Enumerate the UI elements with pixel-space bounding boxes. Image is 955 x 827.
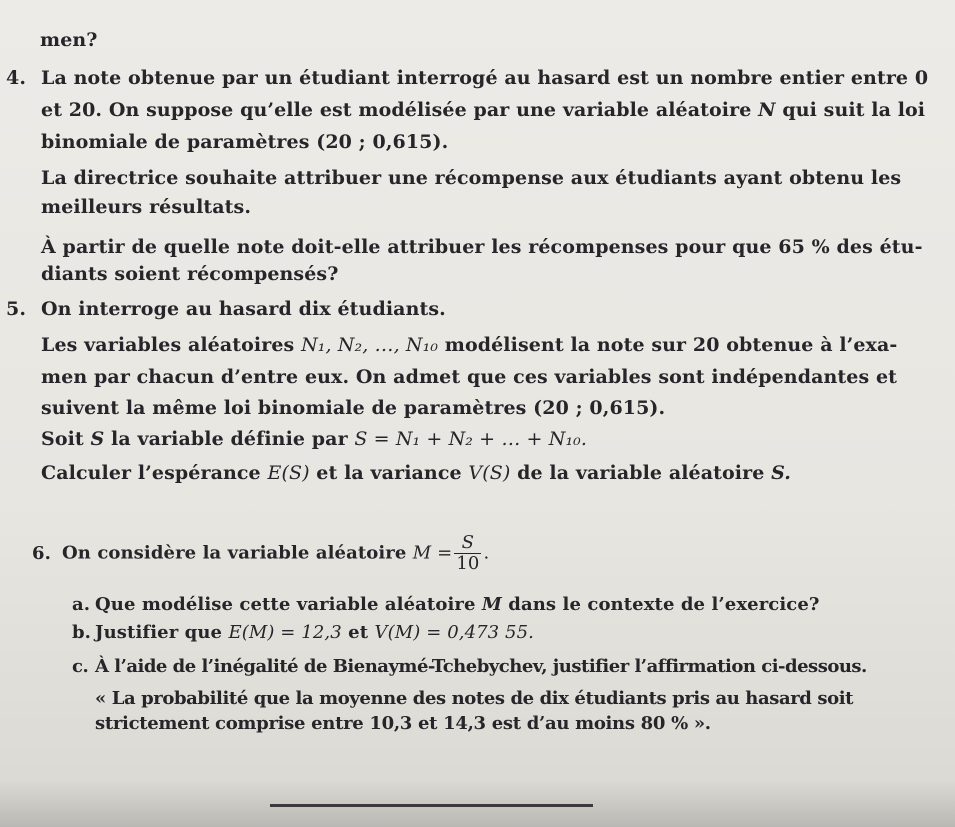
math-expression: V(M) = 0,473 55.: [374, 622, 534, 643]
bottom-rule: [270, 804, 593, 807]
text-fragment: men?: [40, 29, 98, 51]
fraction-denominator: 10: [456, 553, 480, 574]
fraction-numerator: S: [461, 532, 475, 553]
math-variable: M: [481, 594, 502, 615]
question-6c-quote-line-2: [95, 712, 711, 736]
text-fragment: dans le contexte de l’exercice?: [501, 594, 820, 615]
text-fragment: binomiale de paramètres (20 ; 0,615).: [41, 131, 449, 153]
text-fragment: strictement comprise entre 10,3 et 14,3 est d’au moins 80 % ».: [95, 713, 711, 734]
math-variables: N₁, N₂, …, N₁₀: [301, 334, 439, 356]
text-fragment: À l’aide de l’inégalité de Bienaymé-Tchebychev, justifier l’affirmation ci-dessous.: [95, 656, 867, 677]
text-fragment: .: [483, 542, 490, 564]
math-expression: E(M) = 12,3: [228, 622, 342, 643]
question-4-line-3: [41, 130, 448, 154]
question-6a: [72, 593, 820, 617]
question-number-5: 5.: [6, 298, 27, 320]
math-equation: S = N₁ + N₂ + … + N₁₀.: [354, 428, 588, 450]
question-number-4: 4.: [6, 67, 27, 89]
question-5-line-6: [41, 461, 791, 485]
question-6b: [72, 621, 534, 645]
text-fragment: Calculer l’espérance: [41, 462, 268, 484]
text-line-top: [40, 28, 98, 52]
math-variable: N: [758, 99, 776, 121]
text-fragment: « La probabilité que la moyenne des notes de dix étudiants pris au hasard soit: [95, 688, 854, 709]
text-fragment: de la variable aléatoire: [510, 462, 772, 484]
question-5-line-4: [41, 396, 665, 420]
question-6-line-1: [32, 533, 489, 574]
math-variable: S.: [771, 462, 792, 484]
text-fragment: Justifier que: [95, 622, 229, 643]
question-6c: [72, 655, 867, 679]
sub-question-label: b.: [72, 622, 92, 643]
question-4-line-1: [6, 66, 928, 90]
math-expression: M =: [412, 542, 453, 564]
text-fragment: On interroge au hasard dix étudiants.: [41, 298, 446, 320]
text-fragment: et la variance: [309, 462, 469, 484]
question-5-line-2: [41, 333, 897, 357]
text-fragment: et 20. On suppose qu’elle est modélisée par une variable aléatoire: [41, 99, 759, 121]
question-4-line-6: [41, 235, 923, 259]
question-5-line-1: [6, 297, 446, 321]
text-fragment: la variable définie par: [104, 428, 355, 450]
text-fragment: suivent la même loi binomiale de paramètres (20 ; 0,615).: [41, 397, 666, 419]
text-fragment: La directrice souhaite attribuer une récompense aux étudiants ayant obtenu les: [41, 167, 902, 189]
question-4-line-2: [41, 98, 925, 122]
text-fragment: Soit: [41, 428, 91, 450]
text-fragment: Que modélise cette variable aléatoire: [95, 594, 482, 615]
text-fragment: diants soient récompensés?: [41, 263, 339, 285]
fraction-s-over-10: [454, 533, 481, 574]
question-4-line-5: [41, 195, 251, 219]
text-fragment: meilleurs résultats.: [41, 196, 252, 218]
question-4-line-7: [41, 262, 338, 286]
math-expression: E(S): [267, 462, 310, 484]
text-fragment: À partir de quelle note doit-elle attribuer les récompenses pour que 65 % des étu-: [41, 236, 923, 258]
text-fragment: qui suit la loi: [775, 99, 926, 121]
text-fragment: modélisent la note sur 20 obtenue à l’exa-: [438, 334, 898, 356]
question-4-line-4: [41, 166, 901, 190]
text-fragment: On considère la variable aléatoire: [62, 542, 413, 564]
text-fragment: et: [341, 622, 375, 643]
question-number-6: 6.: [32, 542, 51, 564]
question-5-line-5: [41, 427, 587, 451]
math-expression: V(S): [468, 462, 511, 484]
text-fragment: La note obtenue par un étudiant interrogé au hasard est un nombre entier entre 0: [41, 67, 929, 89]
sub-question-label: a.: [72, 594, 91, 615]
question-5-line-3: [41, 365, 897, 389]
question-6c-quote-line-1: [95, 687, 853, 711]
text-fragment: Les variables aléatoires: [41, 334, 302, 356]
sub-question-label: c.: [72, 656, 89, 677]
math-variable: S: [90, 428, 105, 450]
text-fragment: men par chacun d’entre eux. On admet que ces variables sont indépendantes et: [41, 366, 898, 388]
